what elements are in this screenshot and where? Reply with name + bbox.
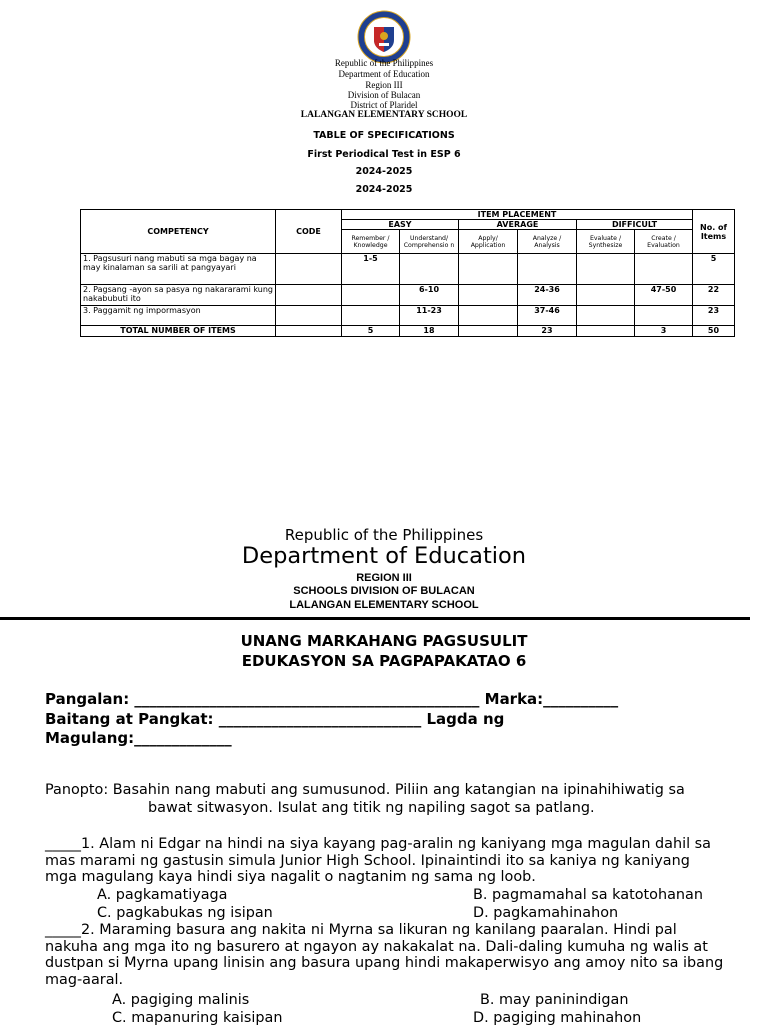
cell-apply	[459, 326, 518, 337]
deped-seal-logo	[357, 10, 411, 64]
col-header-easy: EASY	[342, 220, 459, 230]
header-school: LALANGAN ELEMENTARY SCHOOL	[300, 110, 468, 120]
cell-competency: 3. Paggamit ng impormasyon	[81, 306, 276, 326]
table-of-specifications	[80, 209, 734, 337]
cell-analyze	[518, 254, 577, 285]
cell-code	[276, 285, 342, 306]
header-division: Division of Bulacan	[347, 90, 421, 100]
cell-create	[635, 254, 693, 285]
header-region: Region III	[365, 80, 403, 90]
col-header-no-of-items: No. of Items	[693, 210, 735, 254]
cell-create	[635, 306, 693, 326]
col-header-competency: COMPETENCY	[81, 210, 276, 254]
test-title: UNANG MARKAHANG PAGSUSULIT	[240, 632, 528, 650]
col-header-create: Create / Evaluation	[635, 230, 693, 254]
cell-total-label: TOTAL NUMBER OF ITEMS	[81, 326, 276, 337]
cell-apply	[459, 285, 518, 306]
cell-code	[276, 326, 342, 337]
header-country: Republic of the Philippines	[334, 58, 434, 68]
question-1-option-d: D. pagkamahinahon	[473, 905, 619, 921]
test-header-department: Department of Education	[241, 543, 527, 569]
question-1-option-b: B. pagmamahal sa katotohanan	[473, 887, 703, 903]
cell-code	[276, 254, 342, 285]
test-header-division: SCHOOLS DIVISION OF BULACAN	[293, 585, 475, 597]
cell-remember: 1-5	[342, 254, 400, 285]
table-row	[81, 306, 735, 326]
cell-remember	[342, 285, 400, 306]
col-header-average: AVERAGE	[459, 220, 577, 230]
header-district: District of Plaridel	[350, 100, 418, 110]
cell-competency: 1. Pagsusuri nang mabuti sa mga bagay na may kinalaman sa sarili at pangyayari	[81, 254, 276, 285]
cell-apply	[459, 306, 518, 326]
tos-title: TABLE OF SPECIFICATIONS	[313, 130, 455, 141]
col-header-understand: Understand/ Comprehensio n	[400, 230, 459, 254]
cell-apply	[459, 254, 518, 285]
cell-understand	[400, 254, 459, 285]
instructions-line-2: bawat sitwasyon. Isulat ang titik ng napiling sagot sa patlang.	[148, 800, 595, 816]
cell-evaluate	[577, 285, 635, 306]
question-2-text: _____2. Maraming basura ang nakita ni Myrna sa likuran ng kanilang paaralan. Hindi pal nakuha ang mga ito ng basurero at ngayon ay nakakalat na. Dali-daling kumuha ng walis at dustpan si Myrna upang linisin ang basura upang hindi makaperwisyo ang amoy nito sa ibang mag-aaral.	[45, 922, 724, 988]
table-total-row	[81, 326, 735, 337]
cell-total: 23	[693, 306, 735, 326]
question-1-option-c: C. pagkabukas ng isipan	[97, 905, 273, 921]
cell-total: 22	[693, 285, 735, 306]
cell-understand: 11-23	[400, 306, 459, 326]
tos-year: 2024-2025	[355, 166, 413, 177]
tos-year-repeat: 2024-2025	[355, 184, 413, 195]
cell-analyze: 37-46	[518, 306, 577, 326]
instructions-line-1: Panopto: Basahin nang mabuti ang sumusunod. Piliin ang katangian na ipinahihiwatig sa	[45, 782, 685, 798]
cell-total: 50	[693, 326, 735, 337]
question-1-text: _____1. Alam ni Edgar na hindi na siya kayang pag-aralin ng kaniyang mga magulan dahil sa mas marami ng gastusin simula Junior High School. Ipinaintindi ito sa kaniya ng kaniyang mga magulang kaya hindi siya nagalit o nagtanim ng sama ng loob.	[45, 836, 711, 885]
tos-subtitle: First Periodical Test in ESP 6	[307, 149, 461, 160]
cell-analyze: 24-36	[518, 285, 577, 306]
test-subject: EDUKASYON SA PAGPAPAKATAO 6	[241, 652, 527, 670]
header-divider	[0, 617, 750, 620]
col-header-item-placement: ITEM PLACEMENT	[342, 210, 693, 220]
cell-create: 3	[635, 326, 693, 337]
cell-code	[276, 306, 342, 326]
col-header-apply: Apply/ Application	[459, 230, 518, 254]
question-2-option-a: A. pagiging malinis	[112, 992, 250, 1008]
cell-understand: 6-10	[400, 285, 459, 306]
test-header-region: REGION III	[356, 572, 412, 584]
cell-evaluate	[577, 254, 635, 285]
cell-evaluate	[577, 326, 635, 337]
col-header-difficult: DIFFICULT	[577, 220, 693, 230]
parent-signature-field-line[interactable]: Magulang:_____________	[45, 729, 232, 747]
question-2-option-b: B. may paninindigan	[480, 992, 629, 1008]
cell-remember: 5	[342, 326, 400, 337]
table-row	[81, 285, 735, 306]
cell-understand: 18	[400, 326, 459, 337]
test-header-school: LALANGAN ELEMENTARY SCHOOL	[289, 599, 479, 611]
cell-create: 47-50	[635, 285, 693, 306]
col-header-remember: Remember / Knowledge	[342, 230, 400, 254]
question-1-option-a: A. pagkamatiyaga	[97, 887, 228, 903]
cell-analyze: 23	[518, 326, 577, 337]
cell-remember	[342, 306, 400, 326]
cell-evaluate	[577, 306, 635, 326]
table-row	[81, 254, 735, 285]
grade-section-field-line[interactable]: Baitang at Pangkat: ___________________________ Lagda ng	[45, 710, 505, 728]
test-header-country: Republic of the Philippines	[284, 526, 484, 544]
cell-competency: 2. Pagsang -ayon sa pasya ng nakararami kung nakabubuti ito	[81, 285, 276, 306]
header-department: Department of Education	[338, 69, 430, 79]
cell-total: 5	[693, 254, 735, 285]
question-2-option-d: D. pagiging mahinahon	[473, 1010, 642, 1026]
question-2-option-c: C. mapanuring kaisipan	[112, 1010, 283, 1026]
col-header-code: CODE	[276, 210, 342, 254]
col-header-evaluate: Evaluate / Synthesize	[577, 230, 635, 254]
name-field-line[interactable]: Pangalan: ______________________________________________ Marka:__________	[45, 690, 619, 708]
col-header-analyze: Analyze / Analysis	[518, 230, 577, 254]
